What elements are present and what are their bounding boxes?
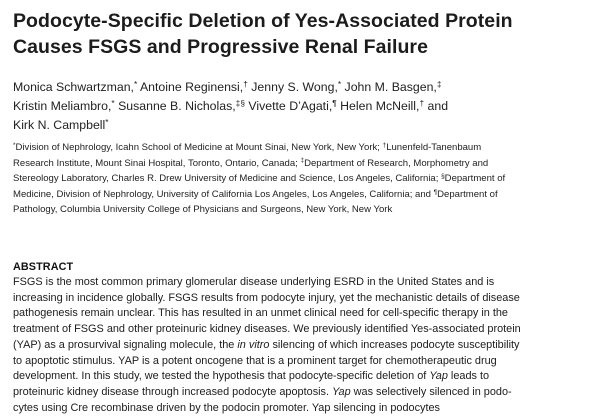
affiliation-marker: ‡: [300, 157, 305, 165]
affiliation-line-1: [13, 140, 603, 156]
abstract-line: increasing in incidence globally. FSGS results from podocyte injury, yet the mechanistic details of disease: [13, 291, 520, 304]
abstract-heading: ABSTRACT: [13, 261, 74, 273]
author-name: Vivette D’Agati,: [244, 99, 333, 113]
affiliation-marker: *: [105, 116, 109, 127]
affiliation-text: Stereology Laboratory, Charles R. Drew University of Medicine and Science, Los Angeles, California;: [13, 173, 442, 185]
author-line-1: [13, 78, 603, 97]
author-name: Jenny S. Wong,: [247, 80, 338, 94]
author-name: Monica Schwartzman,: [13, 80, 134, 94]
article-title: [13, 8, 603, 60]
abstract-text: development. In this study, we tested the hypothesis that podocyte-specific deletion of: [13, 370, 430, 383]
abstract-line: pathogenesis remain unclear. This has resulted in an unmet clinical need for cell-specific therapy in the: [13, 307, 508, 320]
affiliation-text: Division of Nephrology, Icahn School of Medicine at Mount Sinai, New York, New York;: [15, 142, 383, 153]
abstract-text: silencing of which increases podocyte susceptibility: [269, 338, 520, 351]
author-line-2: [13, 97, 603, 116]
title-line-2: Causes FSGS and Progressive Renal Failure: [13, 36, 428, 58]
abstract-body: [13, 275, 609, 416]
affiliation-marker: ‡: [436, 78, 442, 89]
affiliation-marker: *: [337, 78, 342, 89]
affiliation-marker: ¶: [433, 188, 438, 196]
author-name: Susanne B. Nicholas,: [114, 99, 236, 113]
abstract-line: [13, 338, 609, 354]
title-line-1: Podocyte-Specific Deletion of Yes-Associated Protein: [13, 10, 513, 32]
abstract-line: to apoptotic stimulus. YAP is a potent oncogene that is a prominent target for chemotherapeutic drug: [13, 354, 497, 367]
affiliation-text: Research Institute, Mount Sinai Hospital, Toronto, Ontario, Canada;: [13, 157, 301, 169]
author-name: Helen McNeill,: [336, 99, 420, 113]
author-name: Kirk N. Campbell: [13, 118, 106, 132]
author-line-3: [13, 116, 603, 135]
affiliation-line-4: [13, 187, 603, 203]
affiliation-marker: *: [13, 141, 16, 149]
abstract-line: [13, 385, 609, 401]
abstract-text: was selectively silenced in podo-: [350, 385, 512, 398]
abstract-line: treatment of FSGS and other proteinuric kidney diseases. We previously identified Yes-associated protein: [13, 323, 521, 336]
abstract-line: cytes using Cre recombinase driven by the podocin promoter. Yap silencing in podocytes: [13, 401, 440, 414]
abstract-text: (YAP) as a prosurvival signaling molecule, the: [13, 338, 238, 351]
abstract-italic-text: Yap: [332, 385, 351, 398]
affiliation-line-2: [13, 156, 603, 172]
affiliation-marker: †: [382, 141, 387, 149]
affiliation-text: Lunenfeld-Tanenbaum: [386, 142, 482, 153]
affiliation-marker: †: [243, 78, 248, 89]
affiliations: [13, 140, 603, 218]
affiliation-text: Medicine, Division of Nephrology, University of California Los Angeles, Los Angeles, California; and: [13, 188, 434, 200]
abstract-line: FSGS is the most common primary glomerular disease underlying ESRD in the United States and is: [13, 276, 495, 288]
abstract-text: proteinuric kidney disease through increased podocyte apoptosis.: [13, 385, 333, 398]
abstract-text: leads to: [447, 370, 490, 383]
abstract-italic-text: Yap: [429, 370, 448, 383]
author-name: Antoine Reginensi,: [137, 80, 244, 94]
author-list: [13, 78, 603, 135]
author-name: Kristin Meliambro,: [13, 99, 112, 113]
affiliation-marker: §: [441, 172, 445, 180]
affiliation-text: Department of: [437, 188, 498, 200]
abstract-italic-text: in vitro: [237, 338, 270, 351]
affiliation-marker: †: [419, 97, 425, 108]
affiliation-marker: ¶: [332, 97, 337, 108]
abstract-line: [13, 369, 609, 385]
affiliation-line-5: [13, 202, 603, 218]
author-name: John M. Basgen,: [341, 80, 437, 94]
affiliation-line-3: [13, 171, 603, 187]
affiliation-text: Pathology, Columbia University College of Physicians and Surgeons, New York, New York: [13, 204, 393, 216]
affiliation-marker: *: [133, 78, 138, 89]
affiliation-marker: ‡§: [235, 97, 245, 108]
author-conjunction: and: [424, 99, 449, 113]
affiliation-marker: *: [111, 97, 115, 108]
affiliation-text: Department of Research, Morphometry and: [304, 157, 489, 169]
affiliation-text: Department of: [444, 173, 506, 185]
